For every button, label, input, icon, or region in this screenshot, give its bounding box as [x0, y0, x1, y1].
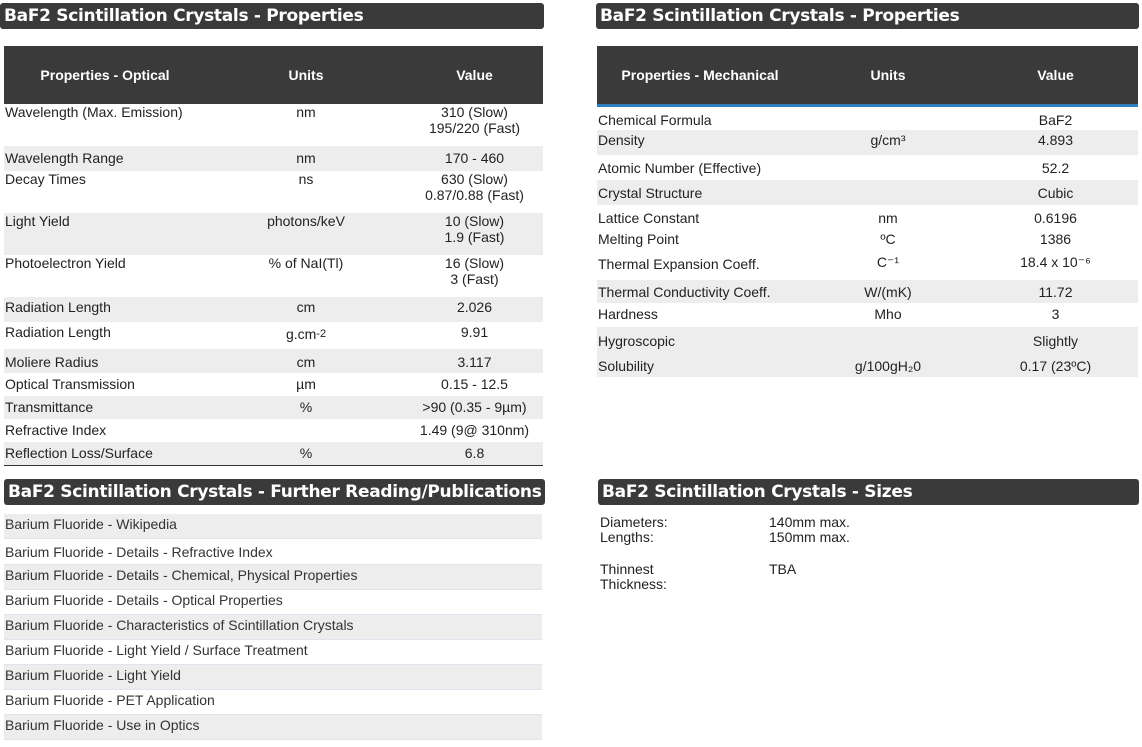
publication-link[interactable]: Barium Fluoride - Details - Chemical, Physical Properties — [5, 567, 358, 583]
table-row — [597, 252, 1138, 280]
thinnest-label: Thinnest Thickness: — [600, 561, 667, 592]
property-value — [406, 213, 543, 255]
property-value: 11.72 — [973, 280, 1138, 303]
table-row — [597, 106, 1138, 130]
property-unit: photons/keV — [206, 213, 406, 255]
property-unit: % — [206, 396, 406, 419]
property-unit: C⁻¹ — [803, 252, 973, 280]
table-row — [4, 255, 543, 297]
property-name: Density — [597, 130, 803, 155]
property-name: Transmittance — [4, 396, 206, 419]
property-value: 0.6196 — [973, 205, 1138, 228]
property-value — [406, 104, 543, 146]
table-row — [4, 104, 543, 146]
value-line-2: 195/220 (Fast) — [428, 120, 521, 136]
property-name: Hygroscopic — [597, 327, 803, 353]
lengths-label: Lengths: — [600, 529, 654, 545]
publication-link[interactable]: Barium Fluoride — [5, 516, 104, 532]
table-row — [4, 373, 543, 396]
property-unit: g/cm³ — [803, 130, 973, 155]
value-line-1: 10 (Slow) — [444, 213, 505, 229]
table-row — [597, 353, 1138, 377]
table-row — [4, 213, 543, 255]
property-unit — [803, 155, 973, 180]
publication-link[interactable]: Barium Fluoride - PET Application — [5, 692, 215, 708]
list-item — [4, 715, 542, 740]
table-row — [4, 442, 543, 465]
value-line-2: 0.87/0.88 (Fast) — [425, 187, 524, 203]
property-name: Chemical Formula — [597, 106, 803, 130]
property-value: 0.15 - 12.5 — [406, 373, 543, 396]
property-unit — [803, 106, 973, 130]
mechanical-properties-table — [597, 46, 1138, 377]
column-header-units: Units — [206, 46, 406, 104]
property-unit — [803, 327, 973, 353]
table-row — [597, 155, 1138, 180]
property-name: Solubility — [597, 353, 803, 377]
table-row — [597, 205, 1138, 228]
property-unit: g/100gH₂0 — [803, 353, 973, 377]
list-item — [4, 615, 542, 640]
value-line-1: 310 (Slow) — [441, 104, 508, 120]
table-row — [4, 419, 543, 442]
reading-section-header: BaF2 Scintillation Crystals - Further Reading/Publications — [4, 479, 545, 505]
property-unit: nm — [803, 205, 973, 228]
property-value: >90 (0.35 - 9µm) — [406, 396, 543, 419]
optical-properties-table — [4, 46, 543, 466]
property-name: Optical Transmission — [4, 373, 206, 396]
property-name: Reflection Loss/Surface — [4, 442, 206, 465]
list-item — [4, 665, 542, 690]
list-item — [4, 565, 542, 590]
property-value: Cubic — [973, 180, 1138, 205]
property-name: Radiation Length — [4, 322, 206, 349]
property-value: 1386 — [973, 228, 1138, 252]
property-unit: nm — [206, 104, 406, 146]
property-value: 3 — [973, 303, 1138, 327]
table-row — [597, 327, 1138, 353]
property-name: Wavelength Range — [4, 146, 206, 171]
property-value: 18.4 x 10⁻⁶ — [973, 252, 1138, 280]
property-value: 3.117 — [406, 349, 543, 373]
property-unit: ºC — [803, 228, 973, 252]
property-value: 9.91 — [406, 322, 543, 349]
property-name: Melting Point — [597, 228, 803, 252]
property-name: Wavelength (Max. Emission) — [4, 104, 206, 146]
table-row — [4, 146, 543, 171]
property-value: 1.49 (9@ 310nm) — [406, 419, 543, 442]
publication-link[interactable]: Barium Fluoride - Details - Refractive Index — [5, 544, 273, 560]
publication-link[interactable]: Barium Fluoride - Details - Optical Properties — [5, 592, 283, 608]
property-unit: % of NaI(Tl) — [206, 255, 406, 297]
property-value: 2.026 — [406, 297, 543, 322]
property-unit: nm — [206, 146, 406, 171]
column-header-value: Value — [973, 46, 1138, 106]
table-row — [4, 349, 543, 373]
list-item — [4, 640, 542, 665]
property-value: 0.17 (23ºC) — [973, 353, 1138, 377]
property-unit: µm — [206, 373, 406, 396]
list-item — [4, 539, 542, 565]
property-value: Slightly — [973, 327, 1138, 353]
property-value — [406, 255, 543, 297]
table-row — [4, 396, 543, 419]
table-row — [597, 180, 1138, 205]
value-line-1: 16 (Slow) — [444, 255, 505, 271]
table-row — [597, 303, 1138, 327]
property-name: Lattice Constant — [597, 205, 803, 228]
property-value — [406, 171, 543, 213]
value-line-1: 630 (Slow) — [441, 171, 508, 187]
table-row — [4, 171, 543, 213]
property-unit — [206, 322, 406, 349]
property-name: Photoelectron Yield — [4, 255, 206, 297]
property-name: Thermal Expansion Coeff. — [597, 252, 803, 280]
list-item — [4, 590, 542, 615]
unit-base: g.cm — [285, 326, 317, 342]
property-name: Atomic Number (Effective) — [597, 155, 803, 180]
property-value: 52.2 — [973, 155, 1138, 180]
sizes-section-header: BaF2 Scintillation Crystals - Sizes — [598, 479, 1139, 505]
property-name: Crystal Structure — [597, 180, 803, 205]
table-row — [4, 297, 543, 322]
table-row — [597, 228, 1138, 252]
unit-superscript: -2 — [316, 328, 327, 340]
thinnest-value: TBA — [769, 561, 797, 577]
property-name: Moliere Radius — [4, 349, 206, 373]
table-row — [4, 322, 543, 349]
property-name: Light Yield — [4, 213, 206, 255]
property-unit: % — [206, 442, 406, 465]
property-unit — [206, 419, 406, 442]
property-name: Thermal Conductivity Coeff. — [597, 280, 803, 303]
property-name: Decay Times — [4, 171, 206, 213]
link-suffix: - Wikipedia — [103, 516, 177, 532]
property-unit — [803, 180, 973, 205]
table-row — [597, 130, 1138, 155]
mechanical-section-header: BaF2 Scintillation Crystals - Properties — [596, 3, 1139, 29]
property-unit: cm — [206, 349, 406, 373]
further-reading-list — [4, 514, 542, 740]
property-unit: cm — [206, 297, 406, 322]
property-value: BaF2 — [973, 106, 1138, 130]
column-header-value: Value — [406, 46, 543, 104]
property-unit: W/(mK) — [803, 280, 973, 303]
publication-link[interactable]: Barium Fluoride - Characteristics of Scintillation Crystals — [5, 617, 354, 633]
publication-link[interactable]: Barium Fluoride - Light Yield — [5, 667, 181, 683]
diameters-value: 140mm max. — [769, 514, 850, 530]
value-line-2: 1.9 (Fast) — [444, 229, 505, 245]
property-value: 6.8 — [406, 442, 543, 465]
list-item — [4, 514, 542, 539]
column-header-units: Units — [803, 46, 973, 106]
list-item — [4, 690, 542, 715]
publication-link[interactable]: Barium Fluoride - Use in Optics — [5, 717, 200, 733]
property-unit: Mho — [803, 303, 973, 327]
property-value: 4.893 — [973, 130, 1138, 155]
property-value: 170 - 460 — [406, 146, 543, 171]
publication-link[interactable]: Barium Fluoride - Light Yield / Surface Treatment — [5, 642, 308, 658]
value-line-2: 3 (Fast) — [450, 271, 499, 287]
property-unit: ns — [206, 171, 406, 213]
optical-section-header: BaF2 Scintillation Crystals - Properties — [0, 3, 544, 29]
lengths-value: 150mm max. — [769, 529, 850, 545]
property-name: Hardness — [597, 303, 803, 327]
property-name: Refractive Index — [4, 419, 206, 442]
table-row — [597, 280, 1138, 303]
column-header-property: Properties - Mechanical — [597, 46, 803, 106]
property-name: Radiation Length — [4, 297, 206, 322]
column-header-property: Properties - Optical — [4, 46, 206, 104]
diameters-label: Diameters: — [600, 514, 668, 530]
